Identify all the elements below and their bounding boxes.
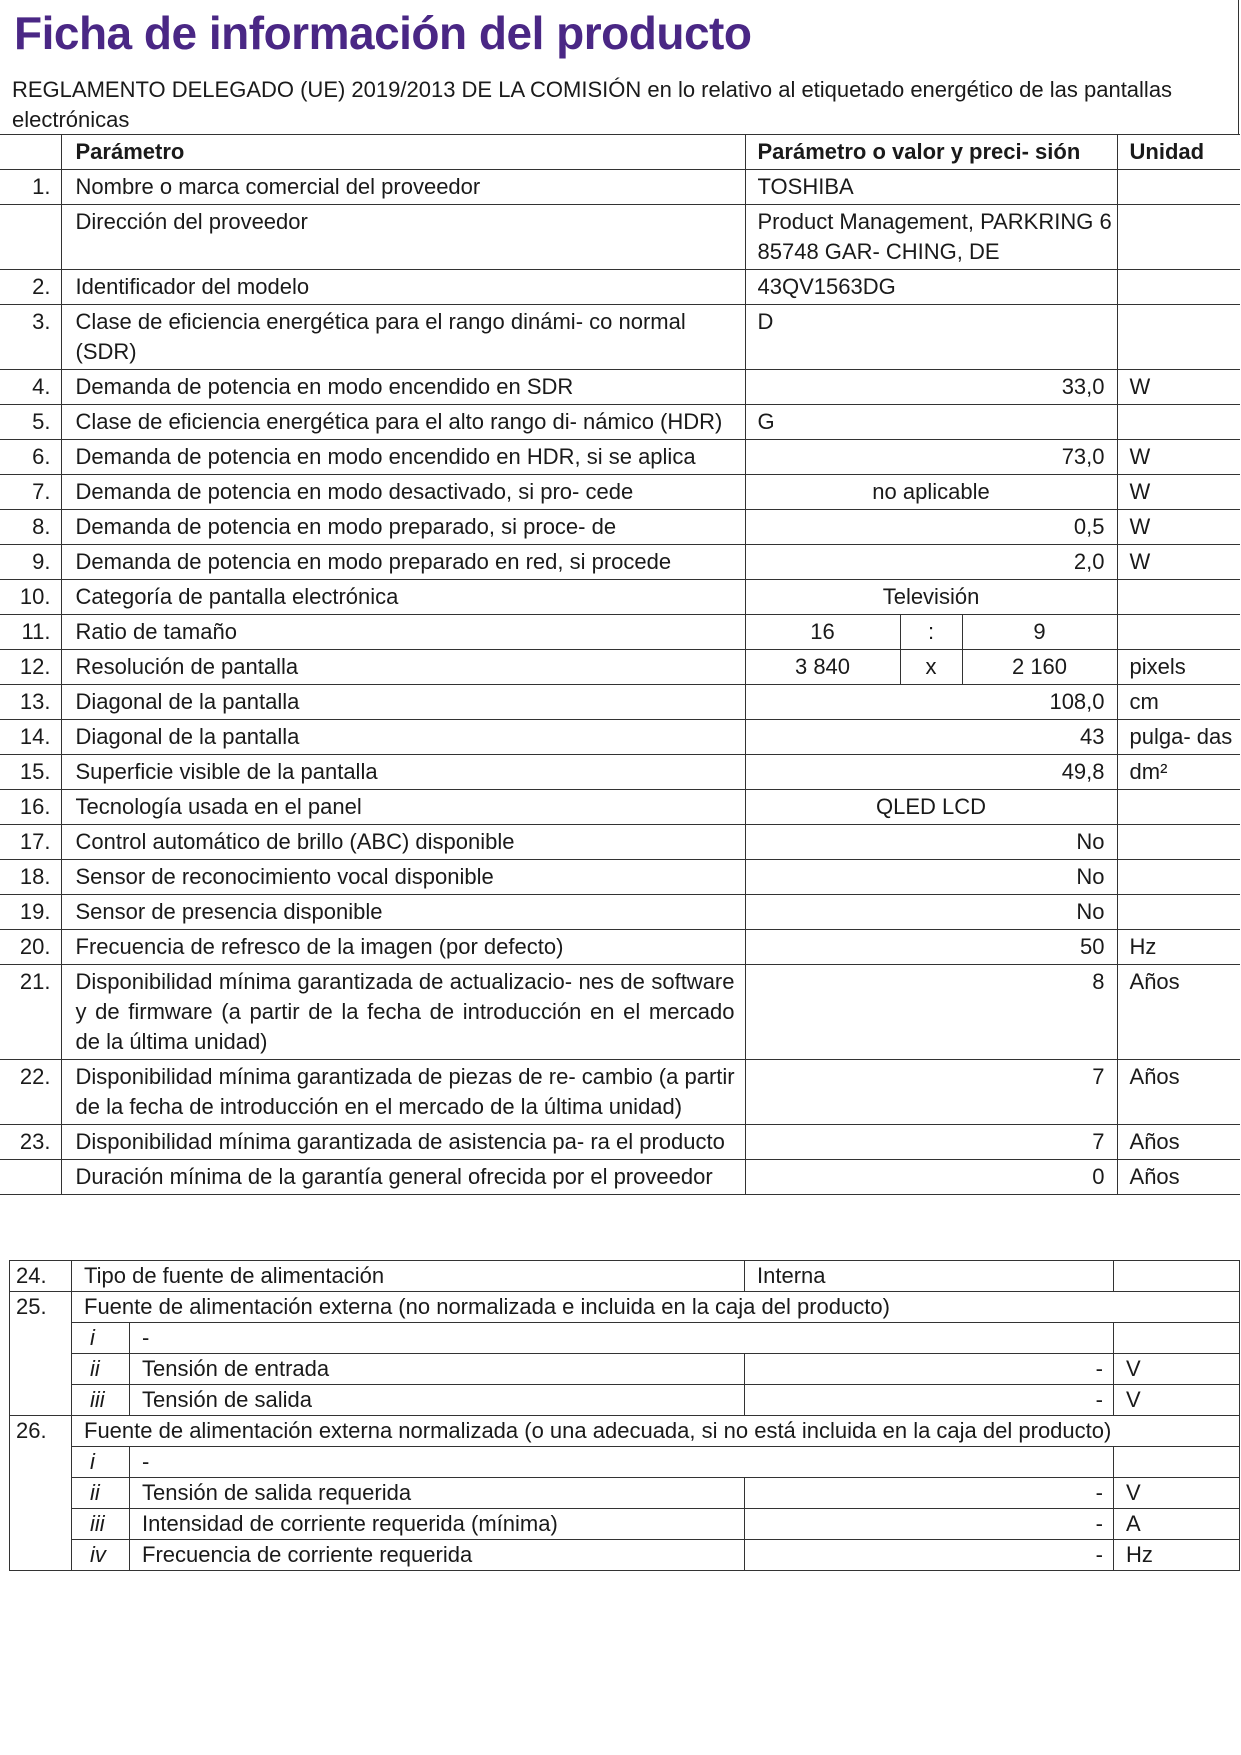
- row-number: 6.: [0, 440, 61, 475]
- row-number: 24.: [10, 1261, 72, 1292]
- table-row: [0, 825, 1240, 860]
- row-unit: W: [1117, 545, 1240, 580]
- header-num: [0, 135, 61, 170]
- row-value: no aplicable: [745, 475, 1117, 510]
- row-label: Fuente de alimentación externa normalizada (o una adecuada, si no está incluida en la caja del producto): [72, 1416, 1240, 1447]
- row-param: Clase de eficiencia energética para el rango dinámi- co normal (SDR): [61, 305, 745, 370]
- table-row: [0, 370, 1240, 405]
- row-unit: Años: [1117, 1060, 1240, 1125]
- row-value: No: [745, 860, 1117, 895]
- subrow-label: Intensidad de corriente requerida (mínima): [130, 1509, 745, 1540]
- row-number: 5.: [0, 405, 61, 440]
- row-value: 33,0: [745, 370, 1117, 405]
- row-number: 4.: [0, 370, 61, 405]
- row-param: Diagonal de la pantalla: [61, 685, 745, 720]
- row-number: 15.: [0, 755, 61, 790]
- roman-numeral: ii: [72, 1478, 130, 1509]
- row-value: Interna: [745, 1261, 1114, 1292]
- row-param: Demanda de potencia en modo preparado en red, si procede: [61, 545, 745, 580]
- subrow-unit: [1114, 1447, 1240, 1478]
- regulation-subtitle: REGLAMENTO DELEGADO (UE) 2019/2013 DE LA COMISIÓN en lo relativo al etiquetado energético de las pantallas electrónicas: [12, 77, 1173, 132]
- row-unit: cm: [1117, 685, 1240, 720]
- row-unit: W: [1117, 475, 1240, 510]
- row-param: Frecuencia de refresco de la imagen (por defecto): [61, 930, 745, 965]
- subrow-unit: V: [1114, 1385, 1240, 1416]
- table-subrow: [10, 1447, 1240, 1478]
- row-param: Identificador del modelo: [61, 270, 745, 305]
- power-supply-table: [9, 1260, 1240, 1571]
- resolution-separator: x: [900, 650, 962, 685]
- row-value: 0: [745, 1160, 1117, 1195]
- row-unit: [1117, 270, 1240, 305]
- header-unit: Unidad: [1117, 135, 1240, 170]
- subrow-value: -: [745, 1509, 1114, 1540]
- subrow-value: -: [745, 1354, 1114, 1385]
- row-value: 7: [745, 1125, 1117, 1160]
- row-param: Superficie visible de la pantalla: [61, 755, 745, 790]
- row-param: Demanda de potencia en modo encendido en SDR: [61, 370, 745, 405]
- subrow-unit: [1114, 1323, 1240, 1354]
- table-row: [0, 580, 1240, 615]
- row-unit: Hz: [1117, 930, 1240, 965]
- row-number: 23.: [0, 1125, 61, 1160]
- row-value: Product Management, PARKRING 6 85748 GAR- CHING, DE: [745, 205, 1117, 270]
- table-subrow: [10, 1478, 1240, 1509]
- table-row: [0, 270, 1240, 305]
- row-param: Nombre o marca comercial del proveedor: [61, 170, 745, 205]
- table-row: [0, 650, 1240, 685]
- row-value: No: [745, 895, 1117, 930]
- subrow-label: Tensión de salida requerida: [130, 1478, 745, 1509]
- row-param: Diagonal de la pantalla: [61, 720, 745, 755]
- row-unit: [1117, 305, 1240, 370]
- row-unit: Años: [1117, 965, 1240, 1060]
- row-unit: [1117, 860, 1240, 895]
- row-unit: Años: [1117, 1125, 1240, 1160]
- row-param: Sensor de presencia disponible: [61, 895, 745, 930]
- table-row: [0, 790, 1240, 825]
- row-unit: pixels: [1117, 650, 1240, 685]
- roman-numeral: iv: [72, 1540, 130, 1571]
- row-unit: W: [1117, 510, 1240, 545]
- row-param: Disponibilidad mínima garantizada de asistencia pa- ra el producto: [61, 1125, 745, 1160]
- row-number: 16.: [0, 790, 61, 825]
- table-subrow: [10, 1540, 1240, 1571]
- row-unit: pulga- das: [1117, 720, 1240, 755]
- row-value: 7: [745, 1060, 1117, 1125]
- row-value: 43QV1563DG: [745, 270, 1117, 305]
- row-number: 25.: [10, 1292, 72, 1416]
- row-number: 11.: [0, 615, 61, 650]
- ratio-separator: :: [900, 615, 962, 650]
- table-row: [0, 475, 1240, 510]
- table-row: [0, 545, 1240, 580]
- row-number: 12.: [0, 650, 61, 685]
- row-unit: [1117, 580, 1240, 615]
- row-number: 14.: [0, 720, 61, 755]
- row-label: Tipo de fuente de alimentación: [72, 1261, 745, 1292]
- row-unit: [1117, 615, 1240, 650]
- row-value: G: [745, 405, 1117, 440]
- table-subrow: [10, 1354, 1240, 1385]
- roman-numeral: i: [72, 1323, 130, 1354]
- row-param: Resolución de pantalla: [61, 650, 745, 685]
- row-unit: Años: [1117, 1160, 1240, 1195]
- table-row: [0, 1160, 1240, 1195]
- subrow-unit: V: [1114, 1478, 1240, 1509]
- subrow-unit: A: [1114, 1509, 1240, 1540]
- table-row: [10, 1292, 1240, 1323]
- table-row: [0, 860, 1240, 895]
- page-title: Ficha de información del producto: [14, 7, 752, 59]
- row-value: D: [745, 305, 1117, 370]
- row-number: 22.: [0, 1060, 61, 1125]
- row-param: Ratio de tamaño: [61, 615, 745, 650]
- row-value: TOSHIBA: [745, 170, 1117, 205]
- subrow-label: -: [130, 1447, 1114, 1478]
- row-unit: W: [1117, 370, 1240, 405]
- row-value: 73,0: [745, 440, 1117, 475]
- row-unit: [1117, 170, 1240, 205]
- row-param: Tecnología usada en el panel: [61, 790, 745, 825]
- row-unit: [1117, 205, 1240, 270]
- subrow-value: -: [745, 1385, 1114, 1416]
- row-param: Disponibilidad mínima garantizada de piezas de re- cambio (a partir de la fecha de introducción en el mercado de la última unidad): [61, 1060, 745, 1125]
- table-row: [0, 440, 1240, 475]
- subrow-value: -: [745, 1478, 1114, 1509]
- row-number: 3.: [0, 305, 61, 370]
- row-param: Disponibilidad mínima garantizada de actualizacio- nes de software y de firmware (a partir de la fecha de introducción en el mercado de la última unidad): [61, 965, 745, 1060]
- row-param: Demanda de potencia en modo desactivado, si pro- cede: [61, 475, 745, 510]
- row-number: 21.: [0, 965, 61, 1060]
- row-unit: [1117, 895, 1240, 930]
- table-subrow: [10, 1509, 1240, 1540]
- row-number: 20.: [0, 930, 61, 965]
- table-row: [0, 930, 1240, 965]
- table-row: [10, 1261, 1240, 1292]
- resolution-width: 3 840: [745, 650, 900, 685]
- subrow-unit: V: [1114, 1354, 1240, 1385]
- row-unit: W: [1117, 440, 1240, 475]
- table-row: [0, 1060, 1240, 1125]
- subrow-label: Tensión de entrada: [130, 1354, 745, 1385]
- table-row: [0, 615, 1240, 650]
- table-row: [0, 965, 1240, 1060]
- roman-numeral: i: [72, 1447, 130, 1478]
- product-info-table: [0, 134, 1240, 1195]
- row-value: 8: [745, 965, 1117, 1060]
- header-value: Parámetro o valor y preci- sión: [745, 135, 1117, 170]
- row-param: Demanda de potencia en modo encendido en HDR, si se aplica: [61, 440, 745, 475]
- resolution-height: 2 160: [962, 650, 1117, 685]
- row-unit: [1117, 790, 1240, 825]
- row-number: 13.: [0, 685, 61, 720]
- row-param: Control automático de brillo (ABC) disponible: [61, 825, 745, 860]
- row-number: 1.: [0, 170, 61, 205]
- row-param: Demanda de potencia en modo preparado, si proce- de: [61, 510, 745, 545]
- subrow-value: -: [745, 1540, 1114, 1571]
- table-row: [0, 170, 1240, 205]
- row-param: Sensor de reconocimiento vocal disponible: [61, 860, 745, 895]
- subrow-label: Frecuencia de corriente requerida: [130, 1540, 745, 1571]
- row-number: 19.: [0, 895, 61, 930]
- table-subrow: [10, 1385, 1240, 1416]
- roman-numeral: iii: [72, 1385, 130, 1416]
- table-row: [0, 405, 1240, 440]
- row-value: 2,0: [745, 545, 1117, 580]
- roman-numeral: ii: [72, 1354, 130, 1385]
- row-number: 26.: [10, 1416, 72, 1571]
- row-param: Dirección del proveedor: [61, 205, 745, 270]
- subrow-unit: Hz: [1114, 1540, 1240, 1571]
- row-number: 7.: [0, 475, 61, 510]
- row-number: 18.: [0, 860, 61, 895]
- table-subrow: [10, 1323, 1240, 1354]
- row-param: Clase de eficiencia energética para el alto rango di- námico (HDR): [61, 405, 745, 440]
- table-header-row: [0, 135, 1240, 170]
- table-row: [0, 685, 1240, 720]
- table-row: [0, 205, 1240, 270]
- row-number: 2.: [0, 270, 61, 305]
- row-unit: dm²: [1117, 755, 1240, 790]
- table-row: [0, 305, 1240, 370]
- roman-numeral: iii: [72, 1509, 130, 1540]
- frame-border: [1238, 0, 1239, 135]
- row-label: Fuente de alimentación externa (no normalizada e incluida en la caja del producto): [72, 1292, 1240, 1323]
- table-row: [0, 895, 1240, 930]
- row-value: No: [745, 825, 1117, 860]
- subrow-label: -: [130, 1323, 1114, 1354]
- row-number: 10.: [0, 580, 61, 615]
- row-value: 108,0: [745, 685, 1117, 720]
- row-unit: [1117, 405, 1240, 440]
- ratio-height: 9: [962, 615, 1117, 650]
- ratio-width: 16: [745, 615, 900, 650]
- row-value: 43: [745, 720, 1117, 755]
- row-number: 9.: [0, 545, 61, 580]
- row-value: 50: [745, 930, 1117, 965]
- row-number: [0, 205, 61, 270]
- row-value: Televisión: [745, 580, 1117, 615]
- table-row: [0, 510, 1240, 545]
- row-unit: [1114, 1261, 1240, 1292]
- row-number: [0, 1160, 61, 1195]
- row-unit: [1117, 825, 1240, 860]
- subrow-label: Tensión de salida: [130, 1385, 745, 1416]
- row-value: QLED LCD: [745, 790, 1117, 825]
- row-value: 49,8: [745, 755, 1117, 790]
- row-value: 0,5: [745, 510, 1117, 545]
- header-param: Parámetro: [61, 135, 745, 170]
- row-number: 8.: [0, 510, 61, 545]
- row-param: Categoría de pantalla electrónica: [61, 580, 745, 615]
- table-row: [0, 755, 1240, 790]
- table-row: [10, 1416, 1240, 1447]
- table-row: [0, 1125, 1240, 1160]
- row-number: 17.: [0, 825, 61, 860]
- table-row: [0, 720, 1240, 755]
- row-param: Duración mínima de la garantía general ofrecida por el proveedor: [61, 1160, 745, 1195]
